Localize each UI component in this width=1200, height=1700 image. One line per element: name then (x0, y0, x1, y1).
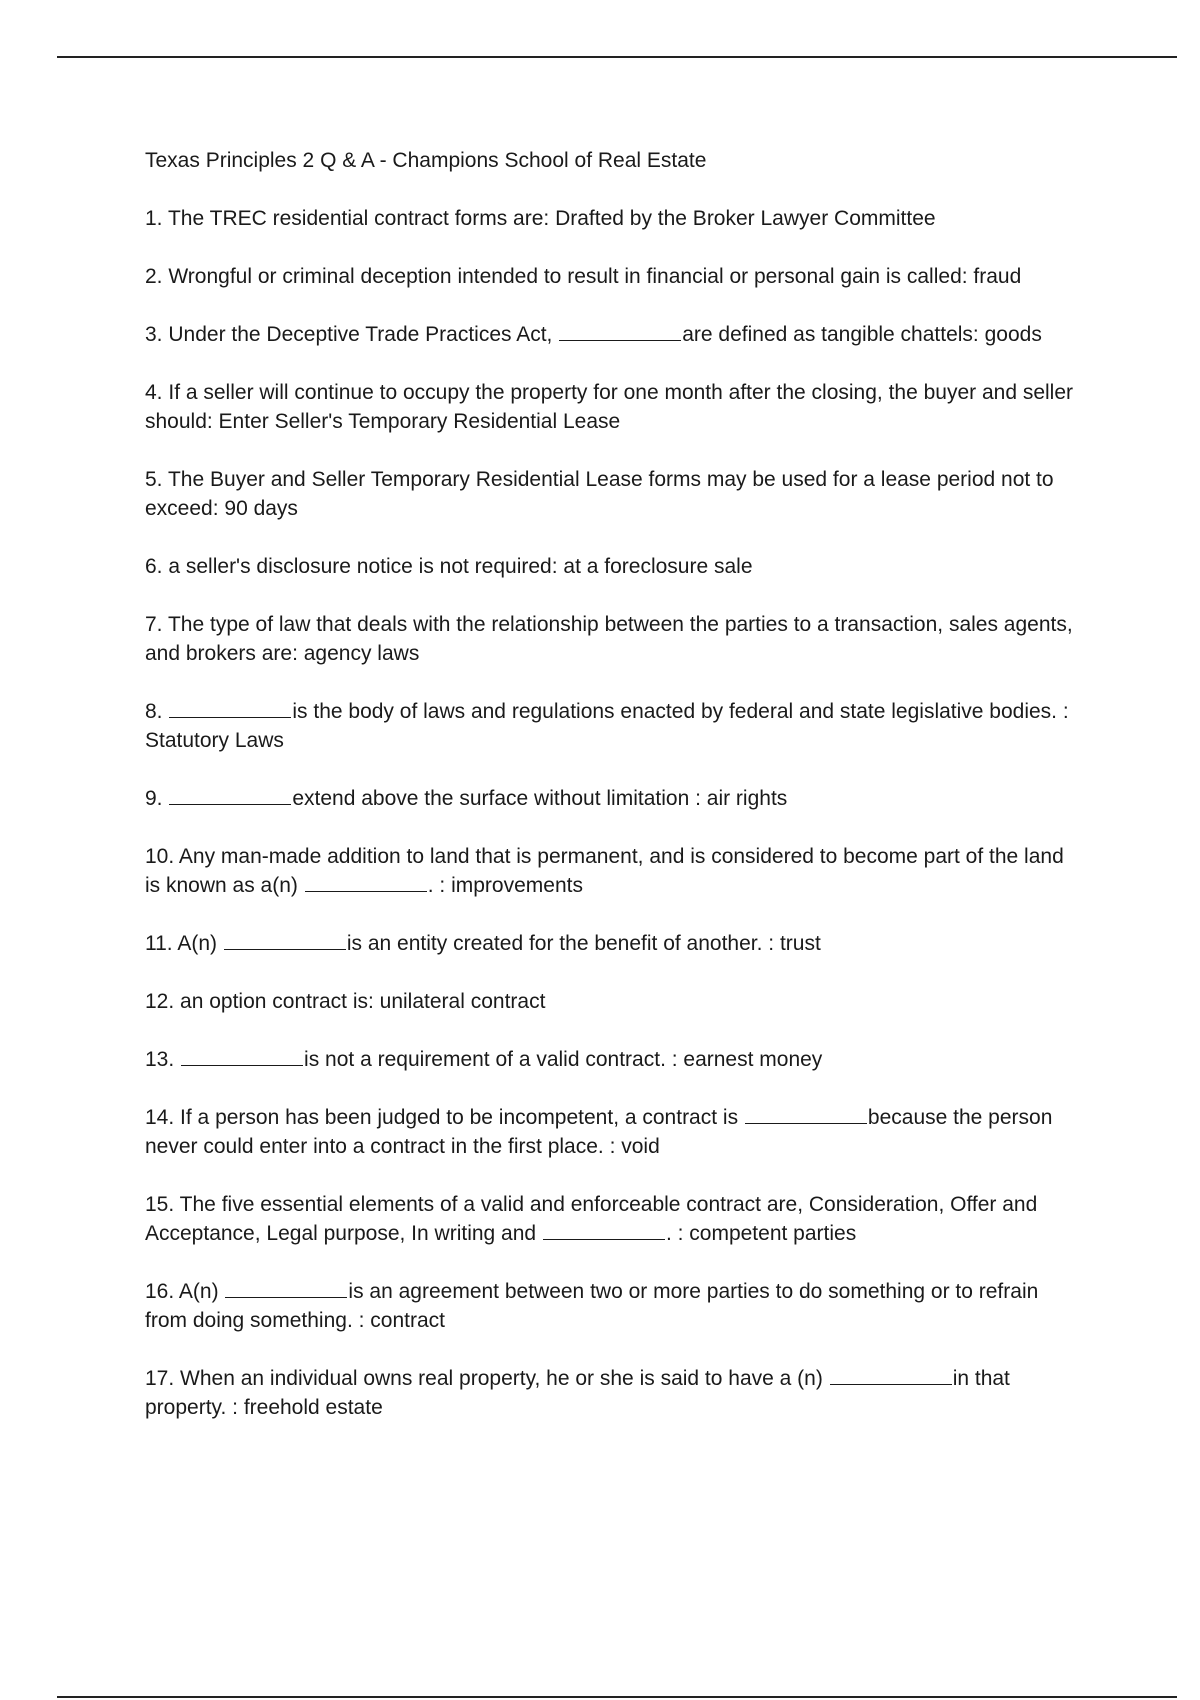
question-text-after-blank: is the body of laws and regulations enacted by federal and state legislative bodies. : Statutory Laws (145, 700, 1069, 752)
question-text-after-blank: are defined as tangible chattels: goods (682, 323, 1042, 346)
question-number: 5. (145, 468, 163, 491)
question-text: If a person has been judged to be incompetent, a contract is (180, 1106, 739, 1129)
question-number: 3. (145, 323, 163, 346)
question-text-after-blank: is not a requirement of a valid contract. : earnest money (304, 1048, 823, 1071)
question-item (145, 262, 1080, 291)
question-item (145, 610, 1080, 668)
question-item (145, 842, 1080, 900)
question-text: Any man-made addition to land that is permanent, and is considered to become part of the land is known as a(n) (145, 845, 1064, 897)
question-item (145, 1103, 1080, 1161)
question-item (145, 1190, 1080, 1248)
answer-blank (169, 717, 291, 718)
question-text: Wrongful or criminal deception intended to result in financial or personal gain is called: fraud (168, 265, 1022, 288)
question-item (145, 784, 1080, 813)
question-number: 1. (145, 207, 163, 230)
question-text-after-blank: is an entity created for the benefit of another. : trust (346, 932, 821, 955)
question-text: When an individual owns real property, he or she is said to have a (n) (180, 1367, 823, 1390)
footer-rule (57, 1696, 1177, 1698)
document-body (145, 146, 1080, 1451)
question-number: 11. (145, 932, 173, 955)
question-text: A(n) (177, 932, 218, 955)
question-number: 14. (145, 1106, 175, 1129)
question-number: 4. (145, 381, 163, 404)
question-text-after-blank: extend above the surface without limitation : air rights (292, 787, 788, 810)
question-text: a seller's disclosure notice is not required: at a foreclosure sale (168, 555, 753, 578)
question-number: 8. (145, 700, 163, 723)
question-text: The five essential elements of a valid and enforceable contract are, Consideration, Offer and Acceptance, Legal purpose, In writing and (145, 1193, 1038, 1245)
question-item (145, 465, 1080, 523)
answer-blank (559, 340, 681, 341)
document-title: Texas Principles 2 Q & A - Champions School of Real Estate (145, 149, 707, 172)
question-text: If a seller will continue to occupy the property for one month after the closing, the buyer and seller should: Enter Seller's Temporary Residential Lease (145, 381, 1074, 433)
question-number: 9. (145, 787, 163, 810)
question-number: 13. (145, 1048, 175, 1071)
question-item (145, 697, 1080, 755)
question-item (145, 1277, 1080, 1335)
answer-blank (830, 1384, 952, 1385)
question-number: 16. (145, 1280, 175, 1303)
question-text-after-blank: is an agreement between two or more parties to do something or to refrain from doing something. : contract (145, 1280, 1039, 1332)
answer-blank (305, 891, 427, 892)
question-text-after-blank: in that property. : freehold estate (145, 1367, 1010, 1419)
header-rule (57, 56, 1177, 58)
question-text: Under the Deceptive Trade Practices Act, (168, 323, 553, 346)
question-number: 6. (145, 555, 163, 578)
question-number: 2. (145, 265, 163, 288)
question-item (145, 320, 1080, 349)
question-text-after-blank: . : improvements (427, 874, 583, 897)
answer-blank (543, 1239, 665, 1240)
answer-blank (745, 1123, 867, 1124)
question-item (145, 552, 1080, 581)
question-text-after-blank: . : competent parties (665, 1222, 857, 1245)
answer-blank (169, 804, 291, 805)
answer-blank (181, 1065, 303, 1066)
question-text: The TREC residential contract forms are: Drafted by the Broker Lawyer Committee (167, 207, 936, 230)
question-number: 10. (145, 845, 175, 868)
question-text-after-blank: because the person never could enter into a contract in the first place. : void (145, 1106, 1053, 1158)
question-text: The type of law that deals with the relationship between the parties to a transaction, sales agents, and brokers are: agency laws (145, 613, 1073, 665)
question-item (145, 378, 1080, 436)
question-list (145, 204, 1080, 1422)
question-number: 7. (145, 613, 163, 636)
question-text: A(n) (178, 1280, 219, 1303)
answer-blank (225, 1297, 347, 1298)
question-item (145, 987, 1080, 1016)
answer-blank (224, 949, 346, 950)
question-number: 17. (145, 1367, 175, 1390)
question-number: 15. (145, 1193, 175, 1216)
question-item (145, 1364, 1080, 1422)
question-text: The Buyer and Seller Temporary Residential Lease forms may be used for a lease period not to exceed: 90 days (145, 468, 1054, 520)
question-number: 12. (145, 990, 175, 1013)
question-item (145, 929, 1080, 958)
question-item (145, 1045, 1080, 1074)
question-text: an option contract is: unilateral contract (180, 990, 546, 1013)
question-item (145, 204, 1080, 233)
